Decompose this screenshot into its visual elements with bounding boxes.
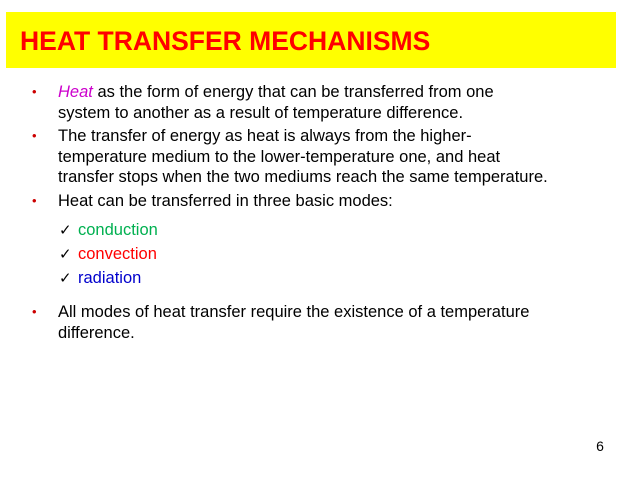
bullet-text: Heat can be transferred in three basic modes: bbox=[58, 191, 393, 210]
bullet-list bbox=[0, 82, 638, 214]
bullet-text: system to another as a result of temperature difference. bbox=[58, 103, 464, 122]
bullet-icon: • bbox=[32, 304, 37, 319]
bullet-text: All modes of heat transfer require the existence of a temperature bbox=[58, 303, 530, 321]
mode-item-radiation bbox=[0, 266, 638, 290]
bullet-text: temperature medium to the lower-temperature one, and heat bbox=[58, 147, 501, 166]
checkmark-icon: ✓ bbox=[59, 221, 72, 239]
bullet-list-continued bbox=[0, 302, 638, 346]
bullet-item-temperature-difference bbox=[0, 302, 638, 343]
bullet-item-modes bbox=[0, 191, 638, 212]
bullet-icon: • bbox=[32, 192, 37, 208]
bullet-icon: • bbox=[32, 128, 37, 143]
bullet-line bbox=[58, 82, 638, 103]
bullet-text: transfer stops when the two mediums reach the same temperature. bbox=[58, 168, 548, 186]
mode-item-convection bbox=[0, 242, 638, 266]
checkmark-icon: ✓ bbox=[59, 269, 72, 287]
bullet-item-direction bbox=[0, 126, 638, 188]
bullet-item-heat-definition bbox=[0, 82, 638, 123]
modes-list bbox=[0, 218, 638, 290]
heat-term: Heat bbox=[58, 83, 93, 101]
bullet-icon: • bbox=[32, 84, 37, 99]
title-bar bbox=[6, 12, 616, 68]
mode-label: radiation bbox=[78, 269, 142, 287]
mode-label: conduction bbox=[78, 221, 158, 239]
bullet-text: The transfer of energy as heat is always from the higher- bbox=[58, 127, 472, 145]
mode-item-conduction bbox=[0, 218, 638, 242]
checkmark-icon: ✓ bbox=[59, 245, 72, 263]
mode-label: convection bbox=[78, 245, 157, 263]
slide-title: HEAT TRANSFER MECHANISMS bbox=[20, 26, 431, 56]
bullet-text: as the form of energy that can be transferred from one bbox=[92, 83, 494, 101]
page-number: 6 bbox=[596, 438, 604, 454]
bullet-text: difference. bbox=[58, 323, 135, 342]
